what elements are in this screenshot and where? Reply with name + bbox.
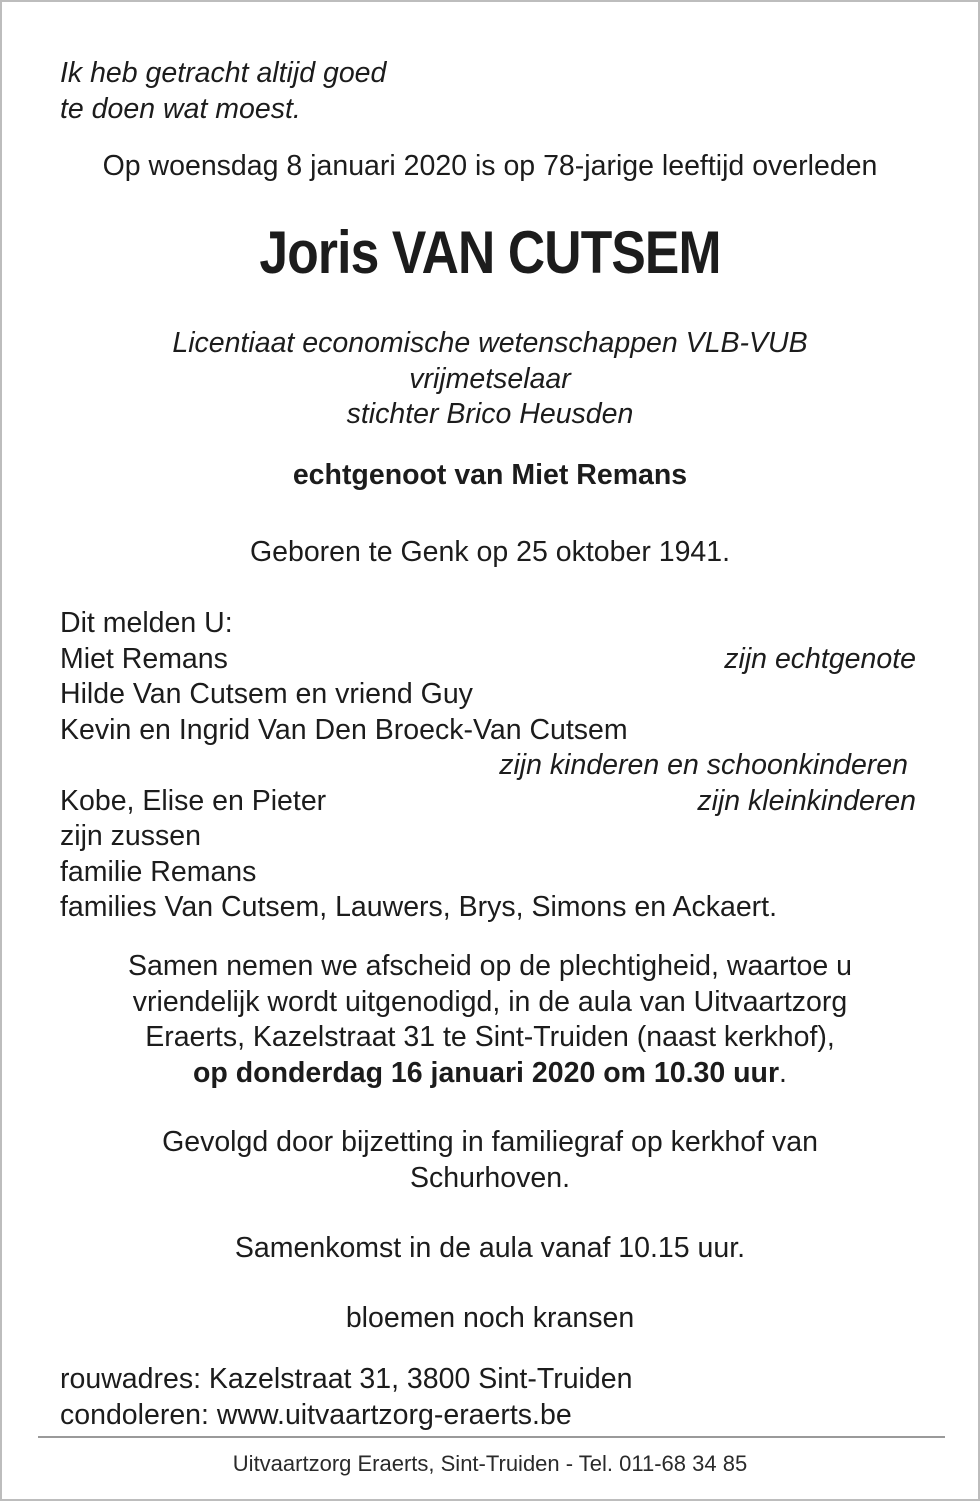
family-row [60, 713, 916, 749]
mourning-address: rouwadres: Kazelstraat 31, 3800 Sint-Truiden [60, 1363, 633, 1395]
family-member: familie Remans [60, 855, 257, 888]
family-member: Kobe, Elise en Pieter [60, 784, 327, 817]
burial-info [2, 1125, 978, 1196]
motto-line-2: te doen wat moest. [60, 92, 301, 125]
gathering-info: Samenkomst in de aula vanaf 10.15 uur. [234, 1232, 746, 1264]
deceased-name: Joris VAN CUTSEM [259, 219, 721, 286]
family-heading-text: Dit melden U: [60, 607, 233, 639]
footer-credit: Uitvaartzorg Eraerts, Sint-Truiden - Tel. 011-68 34 85 [232, 1451, 748, 1476]
intro-line: Op woensdag 8 januari 2020 is op 78-jarige leeftijd overleden [102, 150, 878, 182]
ceremony-line-2: vriendelijk wordt uitgenodigd, in de aula van Uitvaartzorg [132, 985, 848, 1018]
family-row [60, 784, 916, 820]
family-row [60, 748, 916, 784]
title-line-1: Licentiaat economische wetenschappen VLB-VUB [172, 327, 808, 359]
motto [60, 56, 916, 127]
family-member: zijn zussen [60, 820, 201, 852]
family-member: Miet Remans [60, 642, 228, 675]
titles [2, 326, 978, 433]
family-row [60, 890, 916, 926]
family-relation: zijn kinderen en schoonkinderen [499, 749, 908, 781]
family-member: families Van Cutsem, Lauwers, Brys, Simons en Ackaert. [60, 891, 777, 923]
burial-line-2: Schurhoven. [409, 1161, 571, 1194]
family-row [60, 855, 916, 891]
burial-line-1: Gevolgd door bijzetting in familiegraf op kerkhof van [162, 1126, 818, 1158]
family-row [60, 819, 916, 855]
title-line-2: vrijmetselaar [409, 362, 571, 395]
family-row [60, 642, 916, 678]
family-relation: zijn echtgenote [724, 642, 916, 675]
family-row [60, 677, 916, 713]
flowers-note: bloemen noch kransen [345, 1302, 635, 1334]
title-line-3: stichter Brico Heusden [346, 398, 634, 430]
family-member: Kevin en Ingrid Van Den Broeck-Van Cutsem [60, 713, 628, 746]
family-heading [60, 606, 916, 642]
ceremony-line-1: Samen nemen we afscheid op de plechtigheid, waartoe u [127, 950, 853, 982]
ceremony-date-line [2, 1056, 978, 1092]
footer-divider [38, 1436, 945, 1438]
family-member: Hilde Van Cutsem en vriend Guy [60, 678, 473, 710]
ceremony-line-3: Eraerts, Kazelstraat 31 te Sint-Truiden (naast kerkhof), [145, 1021, 835, 1053]
condolence-website[interactable]: condoleren: www.uitvaartzorg-eraerts.be [60, 1398, 572, 1431]
motto-line-1: Ik heb getracht altijd goed [60, 57, 387, 89]
spouse-line: echtgenoot van Miet Remans [292, 459, 688, 491]
ceremony-date: op donderdag 16 januari 2020 om 10.30 uur [193, 1056, 780, 1089]
birth-line: Geboren te Genk op 25 oktober 1941. [249, 536, 731, 568]
family-relation: zijn kleinkinderen [697, 784, 916, 817]
ceremony-info [2, 949, 978, 1091]
contact-info [60, 1362, 916, 1433]
ceremony-date-suffix: . [779, 1056, 787, 1089]
family-list [60, 606, 916, 926]
